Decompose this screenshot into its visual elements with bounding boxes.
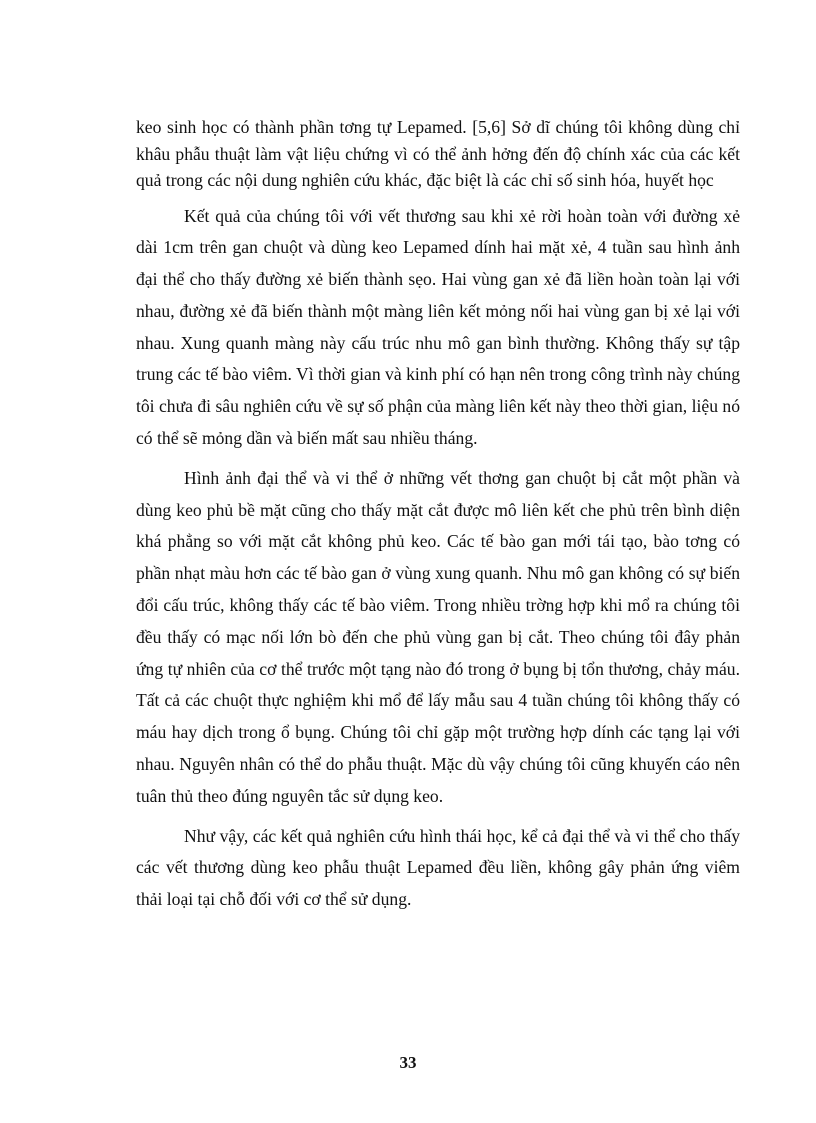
paragraph-partial-resection-results: Hình ảnh đại thể và vi thể ở những vết thơng gan chuột bị cắt một phần và dùng keo phủ bề mặt cũng cho thấy mặt cắt được mô liên kết che phủ trên bình diện khá phẳng so với mặt cắt không phủ keo. Các tế bào gan mới tái tạo, bào tơng có phần nhạt màu hơn các tế bào gan ở vùng xung quanh. Nhu mô gan không có sự biến đổi cấu trúc, không thấy các tế bào viêm. Trong nhiều trờng hợp khi mổ ra chúng tôi đều thấy có mạc nối lớn bò đến che phủ vùng gan bị cắt. Theo chúng tôi đây phản ứng tự nhiên của cơ thể trước một tạng nào đó trong ở bụng bị tổn thương, chảy máu. Tất cả các chuột thực nghiệm khi mổ để lấy mẫu sau 4 tuần chúng tôi không thấy có máu hay dịch trong ổ bụng. Chúng tôi chỉ gặp một trường hợp dính các tạng lại với nhau. Nguyên nhân có thể do phẫu thuật. Mặc dù vậy chúng tôi cũng khuyến cáo nên tuân thủ theo đúng nguyên tắc sử dụng keo. [136,467,740,806]
paragraph-conclusion: Như vậy, các kết quả nghiên cứu hình thái học, kể cả đại thể và vi thể cho thấy các vết thương dùng keo phẫu thuật Lepamed đều liền, không gây phản ứng viêm thải loại tại chỗ đối với cơ thể sử dụng. [136,825,740,910]
paragraph-wound-incision-results: Kết quả của chúng tôi với vết thương sau khi xẻ rời hoàn toàn với đường xẻ dài 1cm trên gan chuột và dùng keo Lepamed dính hai mặt xẻ, 4 tuần sau hình ảnh đại thể cho thấy đường xẻ biến thành sẹo. Hai vùng gan xẻ đã liền hoàn toàn lại với nhau, đường xẻ đã biến thành một màng liên kết mỏng nối hai vùng gan bị xẻ lại với nhau. Xung quanh màng này cấu trúc nhu mô gan bình thường. Không thấy sự tập trung các tế bào viêm. Vì thời gian và kinh phí có hạn nên trong công trình này chúng tôi chưa đi sâu nghiên cứu về sự số phận của màng liên kết này theo thời gian, liệu nó có thể sẽ mỏng dần và biến mất sau nhiều tháng. [136,205,740,449]
document-body [136,114,740,916]
page-number: 33 [399,1053,417,1072]
paragraph-continued: keo sinh học có thành phần tơng tự Lepamed. [5,6] Sở dĩ chúng tôi không dùng chỉ khâu phẫu thuật làm vật liệu chứng vì có thể ảnh hởng đến độ chính xác của các kết quả trong các nội dung nghiên cứu khác, đặc biệt là các chỉ số sinh hóa, huyết học [136,117,740,190]
